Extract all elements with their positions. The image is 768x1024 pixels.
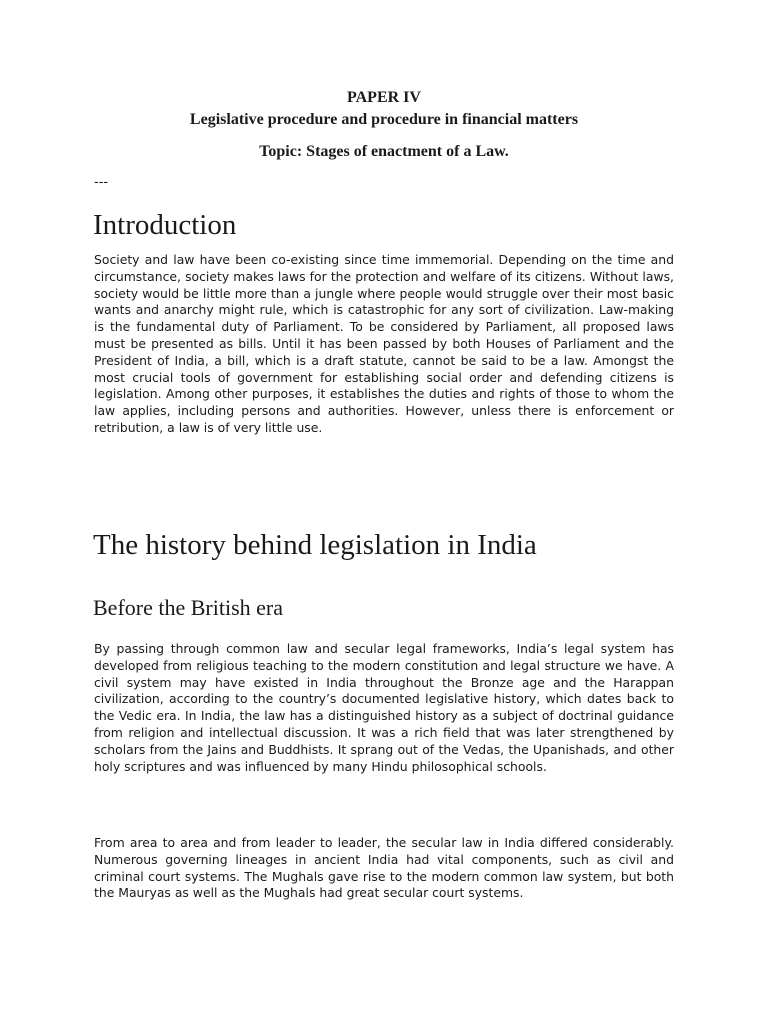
history-heading: The history behind legislation in India <box>93 529 537 561</box>
before-british-era-heading: Before the British era <box>93 595 283 620</box>
topic-line: Topic: Stages of enactment of a Law. <box>259 143 509 160</box>
paper-label: PAPER IV <box>347 89 421 106</box>
separator: --- <box>94 175 109 190</box>
history-paragraph-1: By passing through common law and secular legal frameworks, India’s legal system has developed from religious teaching to the modern constitution and legal structure we have. A civil system may have existed in India throughout the Bronze age and the Harappan civilization, according to the country’s documented legislative history, which dates back to the Vedic era. In India, the law has a distinguished history as a subject of doctrinal guidance from religion and intellectual discussion. It was a rich field that was later strengthened by scholars from the Jains and Buddhists. It sprang out of the Vedas, the Upanishads, and other holy scriptures and was influenced by many Hindu philosophical schools. <box>94 641 674 774</box>
paper-subtitle: Legislative procedure and procedure in financial matters <box>189 111 579 128</box>
history-paragraph-2: From area to area and from leader to leader, the secular law in India differed considerably. Numerous governing lineages in ancient India had vital components, such as civil and criminal court systems. The Mughals gave rise to the modern common law system, but both the Mauryas as well as the Mughals had great secular court systems. <box>94 835 674 901</box>
introduction-paragraph: Society and law have been co-existing since time immemorial. Depending on the time and circumstance, society makes laws for the protection and welfare of its citizens. Without laws, society would be little more than a jungle where people would struggle over their most basic wants and anarchy might rule, which is catastrophic for any sort of civilization. Law-making is the fundamental duty of Parliament. To be considered by Parliament, all proposed laws must be presented as bills. Until it has been passed by both Houses of Parliament and the President of India, a bill, which is a draft statute, cannot be said to be a law. Amongst the most crucial tools of government for establishing social order and defending citizens is legislation. Among other purposes, it establishes the duties and rights of those to whom the law applies, including persons and authorities. However, unless there is enforcement or retribution, a law is of very little use. <box>94 252 674 435</box>
introduction-heading: Introduction <box>93 209 237 241</box>
